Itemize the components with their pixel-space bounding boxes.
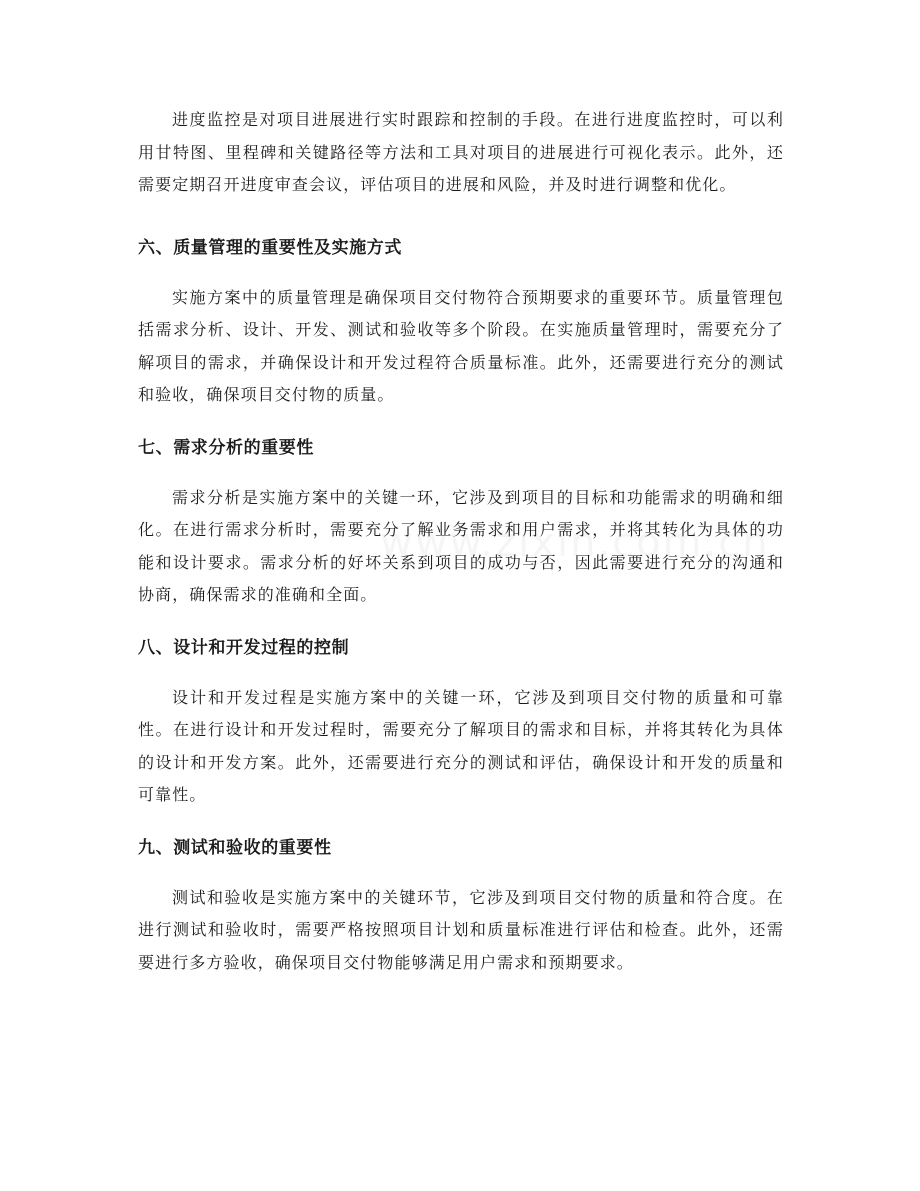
intro-paragraph: 进度监控是对项目进展进行实时跟踪和控制的手段。在进行进度监控时，可以利用甘特图、里程碑和关键路径等方法和工具对项目的进展进行可视化表示。此外，还需要定期召开进度审查会议，评估项目的进展和风险，并及时进行调整和优化。 [138, 110, 784, 194]
section-heading-7: 七、需求分析的重要性 [138, 437, 314, 458]
section-paragraph-8: 设计和开发过程是实施方案中的关键一环，它涉及到项目交付物的质量和可靠性。在进行设计和开发过程时，需要充分了解项目的需求和目标，并将其转化为具体的设计和开发方案。此外，还需要进行充分的测试和评估，确保设计和开发的质量和可靠性。 [138, 687, 784, 804]
section-paragraph-7: 需求分析是实施方案中的关键一环，它涉及到项目的目标和功能需求的明确和细化。在进行需求分析时，需要充分了解业务需求和用户需求，并将其转化为具体的功能和设计要求。需求分析的好坏关系到项目的成功与否，因此需要进行充分的沟通和协商，确保需求的准确和全面。 [138, 487, 784, 604]
section-heading-9: 九、测试和验收的重要性 [138, 837, 332, 858]
section-paragraph-9: 测试和验收是实施方案中的关键环节，它涉及到项目交付物的质量和符合度。在进行测试和验收时，需要严格按照项目计划和质量标准进行评估和检查。此外，还需要进行多方验收，确保项目交付物能够满足用户需求和预期要求。 [138, 887, 784, 972]
section-heading-6: 六、质量管理的重要性及实施方式 [138, 237, 402, 258]
document-body [138, 104, 784, 999]
section-heading-8: 八、设计和开发过程的控制 [138, 637, 350, 658]
section-paragraph-6: 实施方案中的质量管理是确保项目交付物符合预期要求的重要环节。质量管理包括需求分析、设计、开发、测试和验收等多个阶段。在实施质量管理时，需要充分了解项目的需求，并确保设计和开发过程符合质量标准。此外，还需要进行充分的测试和验收，确保项目交付物的质量。 [138, 287, 784, 404]
